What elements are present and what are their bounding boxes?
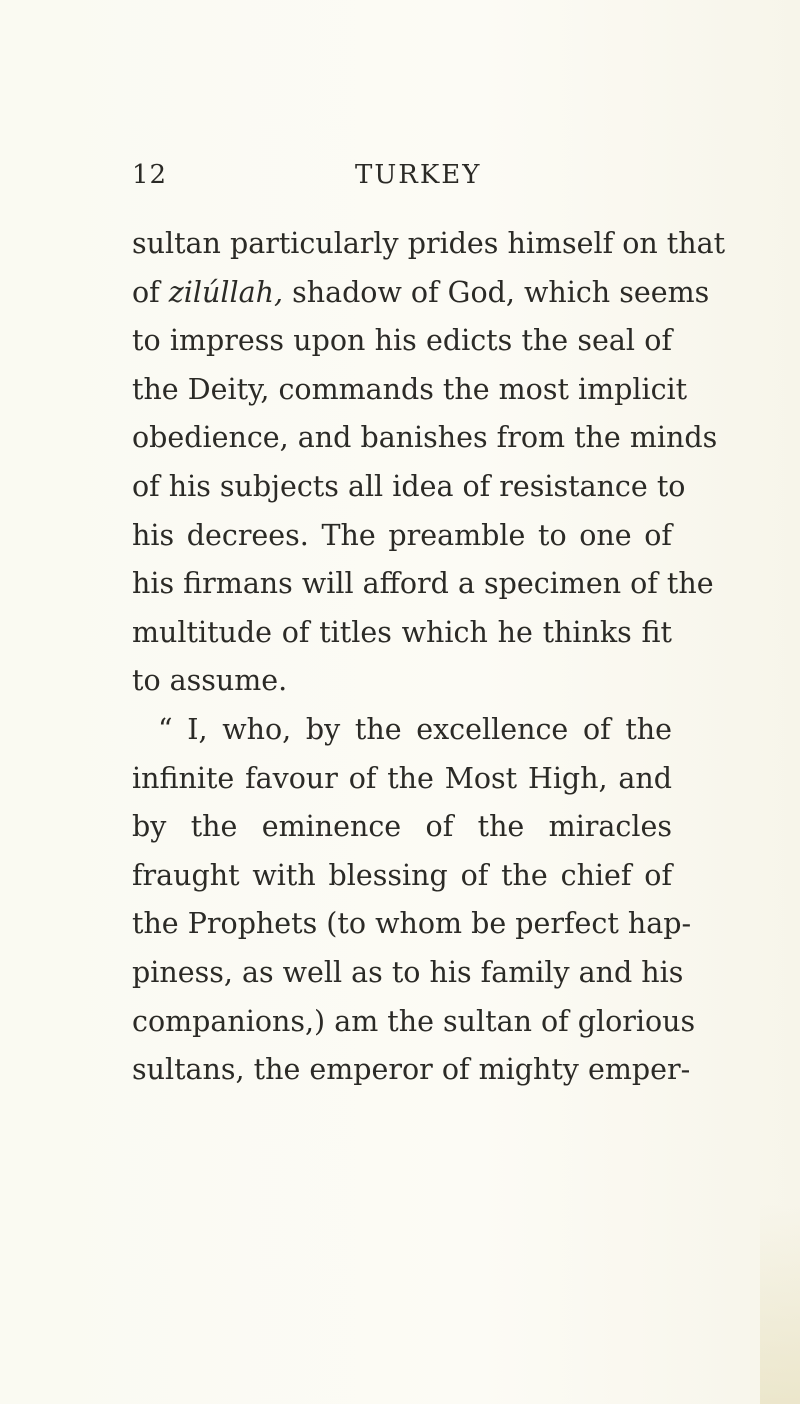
text-line: infinite favour of the Most High, and	[132, 761, 672, 795]
body-text	[132, 220, 726, 1095]
text-line: of zilúllah, shadow of God, which seems	[132, 275, 710, 309]
text-line: fraught with blessing of the chief of	[132, 858, 672, 892]
text-line: obedience, and banishes from the minds	[132, 421, 718, 455]
text-line: sultan particularly prides himself on that	[132, 227, 726, 260]
text-line: by the eminence of the miracles	[132, 810, 672, 844]
page-number: 12	[132, 160, 168, 190]
text-line: piness, as well as to his family and his	[132, 955, 684, 989]
text-line: to assume.	[132, 664, 288, 698]
text-line: of his subjects all idea of resistance to	[132, 469, 686, 503]
running-head: TURKEY	[355, 160, 482, 190]
text-line: sultans, the emperor of mighty emper-	[132, 1053, 691, 1087]
page-edge-stain	[760, 1204, 800, 1404]
text-line: to impress upon his edicts the seal of	[132, 324, 672, 358]
italic-term: zilúllah,	[168, 275, 284, 309]
text-line: “ I, who, by the excellence of the	[158, 712, 672, 746]
page-header	[132, 160, 672, 196]
text-line: the Deity, commands the most implicit	[132, 372, 688, 406]
text-line: companions,) am the sultan of glorious	[132, 1004, 696, 1038]
text-line: multitude of titles which he thinks fit	[132, 615, 672, 649]
text-line: the Prophets (to whom be perfect hap-	[132, 907, 692, 941]
text-line: his firmans will afford a specimen of the	[132, 567, 714, 601]
text-line: his decrees. The preamble to one of	[132, 518, 672, 552]
